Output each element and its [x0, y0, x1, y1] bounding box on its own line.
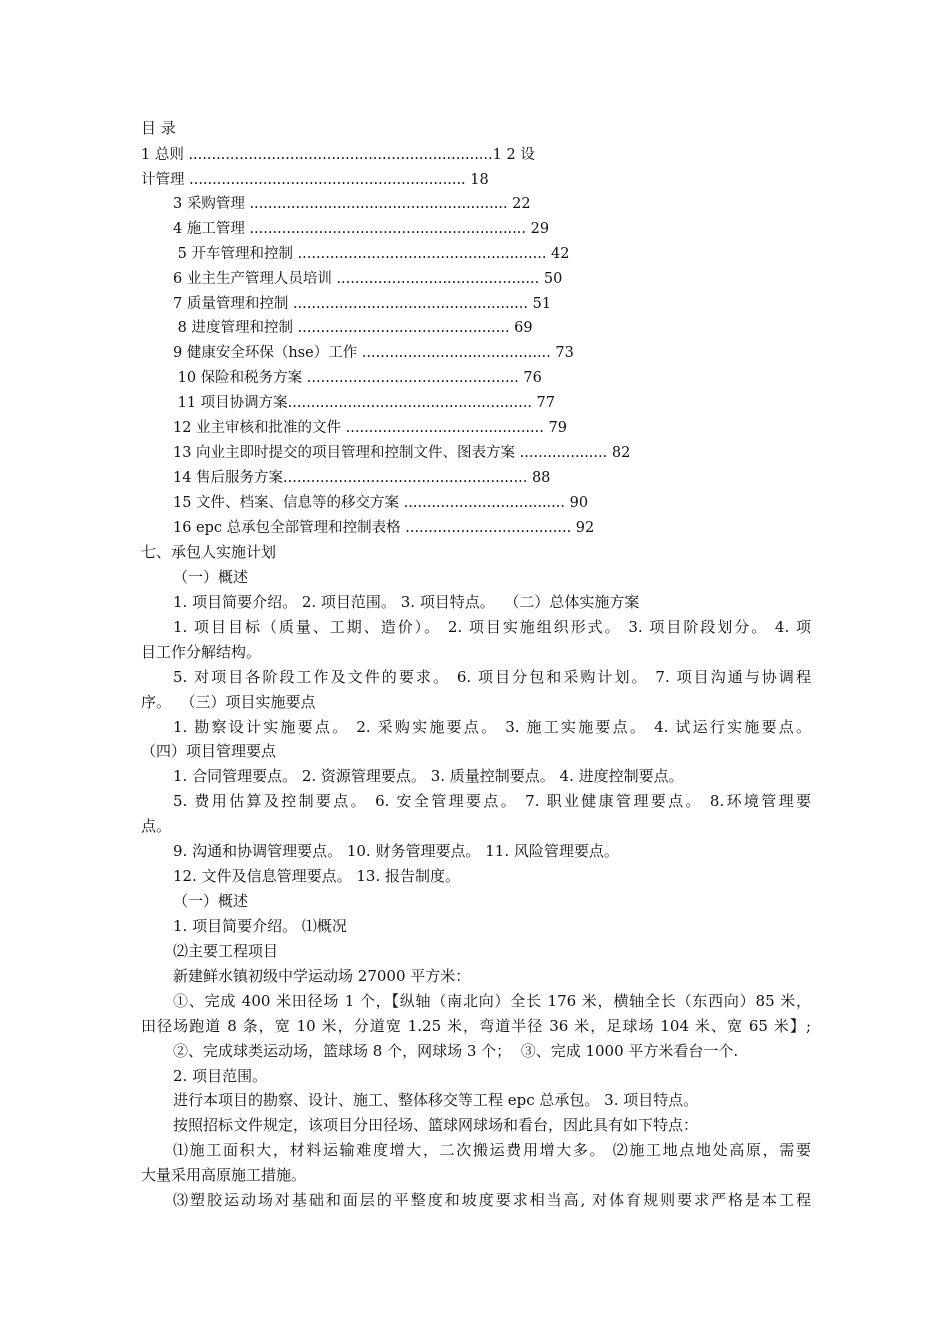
- toc-entry: 4 施工管理 ............................................................ 29: [173, 221, 550, 237]
- toc-entry: 7 质量管理和控制 ................................................... 51: [173, 296, 552, 312]
- toc-entry: 15 文件、档案、信息等的移交方案 ................................... 90: [173, 495, 589, 511]
- toc-entry: 8 进度管理和控制 .............................................. 69: [173, 320, 533, 336]
- toc-line: 计管理 ............................................................ 18: [141, 172, 489, 188]
- paragraph-line: 5. 对项目各阶段工作及文件的要求。 6. 项目分包和采购计划。 7. 项目沟通与协调程: [173, 668, 811, 686]
- toc-entry: 5 开车管理和控制 ...................................................... 42: [173, 246, 570, 262]
- paragraph-line: 12. 文件及信息管理要点。 13. 报告制度。: [173, 867, 461, 885]
- paragraph-line: 2. 项目范围。: [173, 1067, 268, 1085]
- paragraph-line: 新建鲜水镇初级中学运动场 27000 平方米：: [173, 967, 471, 985]
- paragraph-line: 进行本项目的勘察、设计、施工、整体移交等工程 epc 总承包。 3. 项目特点。: [173, 1091, 699, 1109]
- paragraph-line: 9. 沟通和协调管理要点。 10. 财务管理要点。 11. 风险管理要点。: [173, 842, 619, 860]
- paragraph-line: 大量采用高原施工措施。: [141, 1166, 307, 1184]
- paragraph-line: ⑴施工面积大，材料运输难度增大，二次搬运费用增大多。 ⑵施工地点地处高原，需要: [173, 1141, 811, 1159]
- paragraph-line: 1. 项目目标（质量、工期、造价）。 2. 项目实施组织形式。 3. 项目阶段划分。 4. 项: [173, 618, 811, 636]
- paragraph-line: ⑵主要工程项目: [173, 942, 279, 960]
- paragraph-line: （四）项目管理要点: [141, 742, 277, 760]
- paragraph-line: 序。 （三）项目实施要点: [141, 693, 316, 711]
- toc-entry: 9 健康安全环保（hse）工作 ......................................... 73: [173, 345, 574, 361]
- paragraph-line: ①、完成 400 米田径场 1 个，【纵轴（南北向）全长 176 米，横轴全长（东西向）85 米，: [173, 992, 811, 1010]
- paragraph-line: ②、完成球类运动场，篮球场 8 个，网球场 3 个； ③、完成 1000 平方米看台一个.: [173, 1042, 739, 1060]
- paragraph-line: 1. 勘察设计实施要点。 2. 采购实施要点。 3. 施工实施要点。 4. 试运行实施要点。: [173, 718, 811, 736]
- toc-entry: 6 业主生产管理人员培训 ............................................ 50: [173, 271, 563, 287]
- subsection-heading: （一）概述: [173, 568, 249, 586]
- toc-entry: 16 epc 总承包全部管理和控制表格 .................................... 92: [173, 520, 595, 536]
- paragraph-line: 1. 合同管理要点。 2. 资源管理要点。 3. 质量控制要点。 4. 进度控制要点。: [173, 767, 684, 785]
- paragraph-line: 目工作分解结构。: [141, 643, 262, 661]
- paragraph-line: 5. 费用估算及控制要点。 6. 安全管理要点。 7. 职业健康管理要点。 8.环境管理要: [173, 792, 811, 810]
- toc-entry: 3 采购管理 ........................................................ 22: [173, 196, 531, 212]
- paragraph-line: 按照招标文件规定，该项目分田径场、篮球网球场和看台，因此具有如下特点：: [173, 1116, 699, 1134]
- subsection-heading: （一）概述: [173, 892, 249, 910]
- toc-entry: 11 项目协调方案..................................................... 77: [173, 395, 556, 411]
- section-heading: 七、承包人实施计划: [141, 543, 277, 561]
- toc-entry: 10 保险和税务方案 .............................................. 76: [173, 370, 542, 386]
- paragraph-line: ⑶塑胶运动场对基础和面层的平整度和坡度要求相当高, 对体育规则要求严格是本工程: [173, 1191, 811, 1209]
- paragraph-line: 点。: [141, 817, 172, 835]
- toc-title: 目 录: [141, 119, 176, 137]
- toc-entry: 13 向业主即时提交的项目管理和控制文件、图表方案 ................... 82: [173, 445, 631, 461]
- paragraph-line: 田径场跑道 8 条，宽 10 米，分道宽 1.25 米，弯道半径 36 米，足球场 104 米、宽 65 米】;: [141, 1017, 811, 1035]
- toc-entry: 14 售后服务方案..................................................... 88: [173, 470, 551, 486]
- paragraph-line: 1. 项目简要介绍。 ⑴概况: [173, 917, 347, 935]
- paragraph-line: 1. 项目简要介绍。 2. 项目范围。 3. 项目特点。 （二）总体实施方案: [173, 593, 640, 611]
- toc-entry: 12 业主审核和批准的文件 ........................................... 79: [173, 420, 567, 436]
- toc-line: 1 总则 ..................................................................1 2 设: [141, 147, 535, 163]
